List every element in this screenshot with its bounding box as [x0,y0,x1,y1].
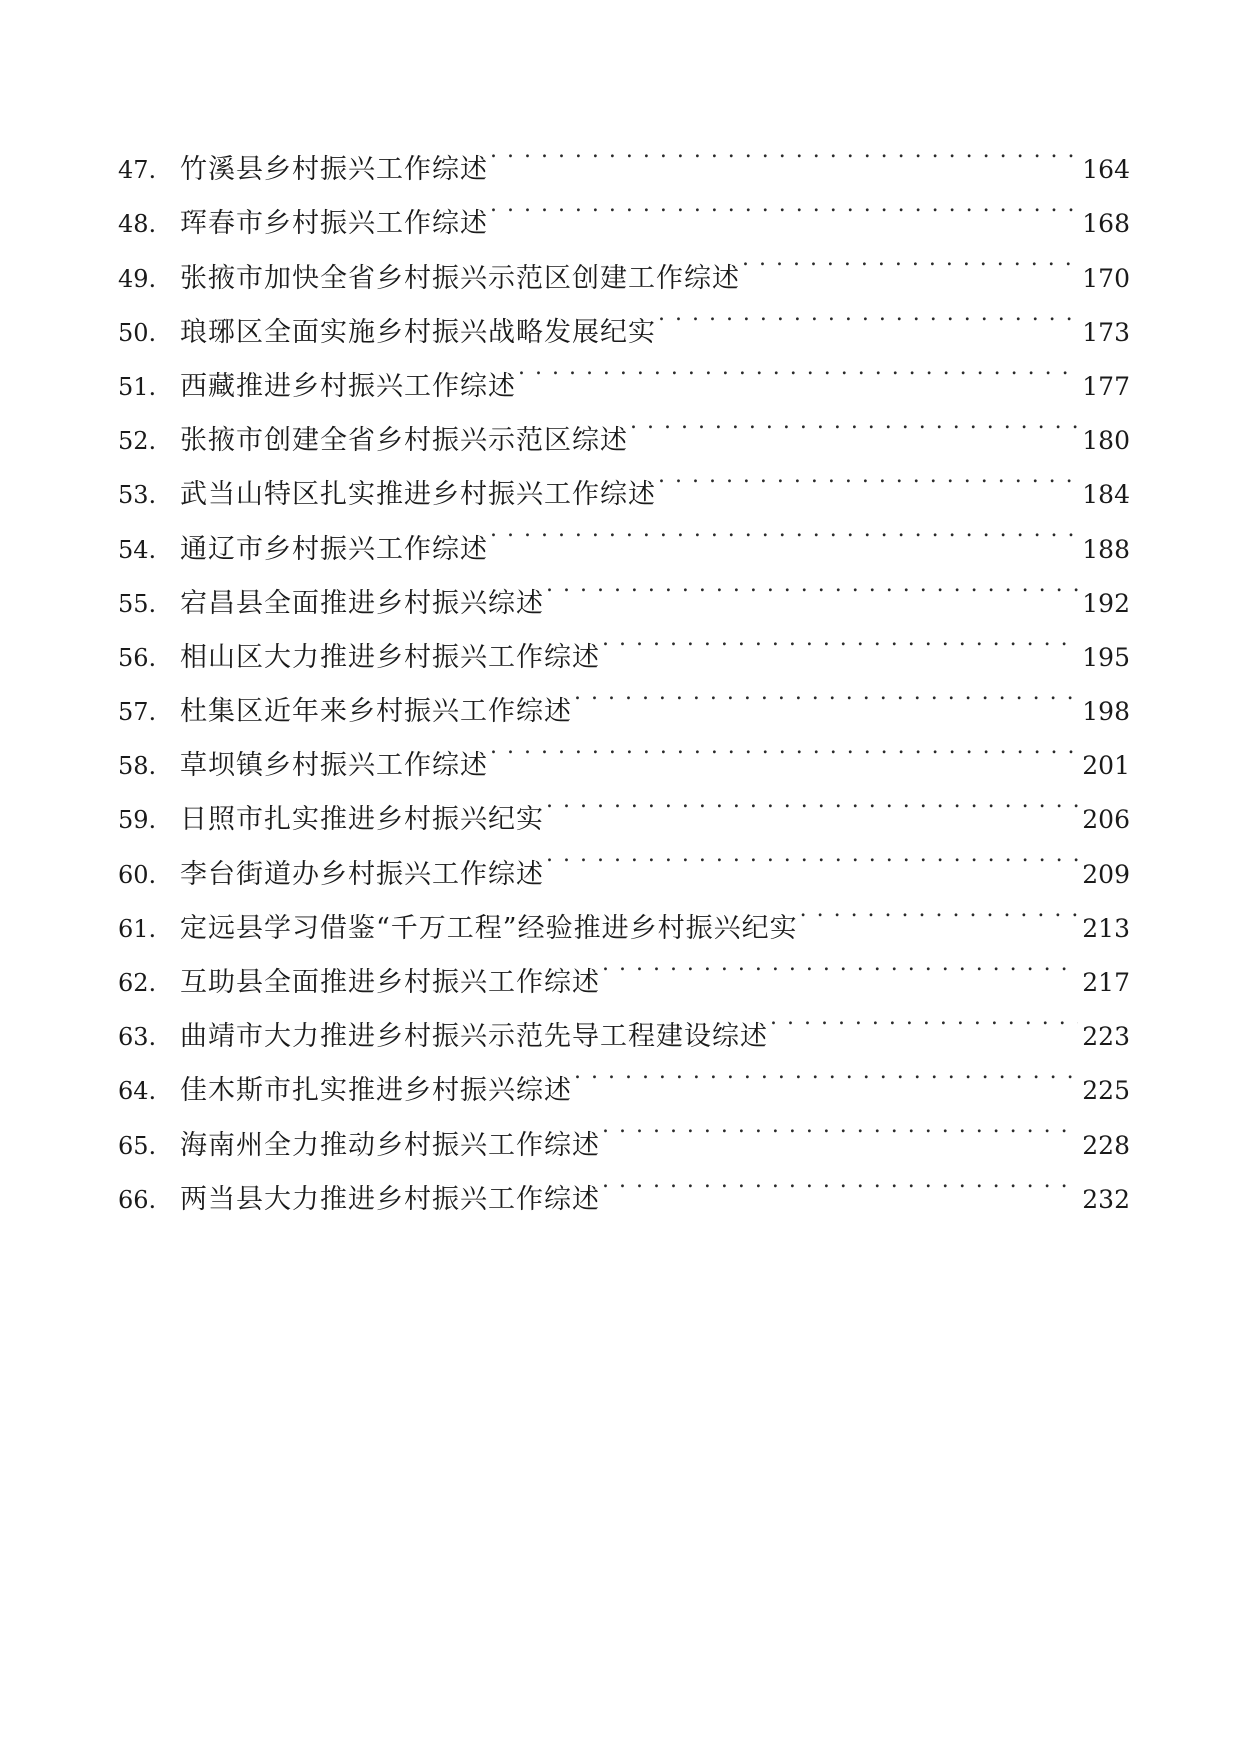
entry-title[interactable]: 曲靖市大力推进乡村振兴示范先导工程建设综述 [180,1021,768,1053]
entry-page-number: 177 [1082,371,1130,401]
entry-number: 50. [118,318,157,347]
entry-page-number: 223 [1082,1022,1130,1052]
dot-leader [544,558,1078,612]
entry-title[interactable]: 两当县大力推进乡村振兴工作综述 [180,1183,600,1215]
dot-leader [488,503,1078,557]
entry-number: 58. [118,752,157,781]
entry-page-number: 198 [1082,697,1130,727]
entry-title[interactable]: 通辽市乡村振兴工作综述 [180,533,488,565]
entry-title[interactable]: 琅琊区全面实施乡村振兴战略发展纪实 [180,316,656,348]
entry-number: 57. [118,698,157,727]
entry-title[interactable]: 海南州全力推动乡村振兴工作综述 [180,1129,600,1161]
dot-leader [488,124,1078,178]
entry-page-number: 213 [1082,913,1130,943]
entry-number: 63. [118,1023,157,1052]
entry-title[interactable]: 佳木斯市扎实推进乡村振兴综述 [180,1075,572,1107]
entry-number: 60. [118,860,157,889]
entry-number: 48. [118,210,157,239]
entry-page-number: 225 [1082,1076,1130,1106]
entry-title[interactable]: 互助县全面推进乡村振兴工作综述 [180,967,600,998]
entry-title[interactable]: 草坝镇乡村振兴工作综述 [180,750,488,782]
table-of-contents [118,124,1130,1215]
entry-page-number: 188 [1082,534,1130,564]
entry-number: 54. [118,535,157,564]
entry-number: 52. [118,427,157,456]
entry-page-number: 192 [1082,588,1130,618]
entry-number: 49. [118,264,157,293]
dot-leader [572,1045,1078,1099]
dot-leader [600,1154,1078,1208]
entry-number: 64. [118,1077,157,1106]
entry-page-number: 195 [1082,642,1130,672]
entry-number: 53. [118,481,157,510]
entry-page-number: 164 [1082,155,1130,185]
entry-number: 59. [118,806,157,835]
entry-page-number: 173 [1082,317,1130,347]
entry-page-number: 170 [1082,263,1130,293]
dot-leader [656,287,1078,341]
entry-page-number: 228 [1082,1130,1130,1160]
entry-title[interactable]: 西藏推进乡村振兴工作综述 [180,370,516,402]
dot-leader [628,395,1078,449]
entry-page-number: 168 [1082,209,1130,239]
dot-leader [488,720,1078,774]
entry-title[interactable]: 张掖市加快全省乡村振兴示范区创建工作综述 [180,262,740,294]
entry-page-number: 180 [1082,426,1130,456]
entry-title[interactable]: 杜集区近年来乡村振兴工作综述 [180,696,572,728]
dot-leader [600,612,1078,666]
entry-number: 66. [118,1185,157,1214]
entry-number: 51. [118,372,157,401]
entry-page-number: 201 [1082,751,1130,781]
entry-page-number: 206 [1082,805,1130,835]
entry-number: 61. [118,914,157,943]
dot-leader [488,178,1078,232]
entry-title[interactable]: 武当山特区扎实推进乡村振兴工作综述 [180,479,656,511]
entry-page-number: 232 [1082,1184,1130,1214]
dot-leader [798,883,1079,937]
dot-leader [516,341,1078,395]
entry-number: 55. [118,589,157,618]
entry-title[interactable]: 宕昌县全面推进乡村振兴综述 [180,587,544,619]
entry-number: 47. [118,156,157,185]
dot-leader [600,937,1078,991]
entry-number: 65. [118,1131,157,1160]
entry-title[interactable]: 珲春市乡村振兴工作综述 [180,208,488,240]
dot-leader [544,828,1078,882]
toc-entry[interactable] [118,124,1130,186]
entry-title[interactable]: 竹溪县乡村振兴工作综述 [180,154,488,186]
dot-leader [768,991,1078,1045]
entry-number: 56. [118,643,157,672]
entry-page-number: 184 [1082,480,1130,510]
dot-leader [656,449,1078,503]
entry-title[interactable]: 李台街道办乡村振兴工作综述 [180,858,544,890]
entry-title[interactable]: 定远县学习借鉴“千万工程”经验推进乡村振兴纪实 [180,912,798,944]
entry-title[interactable]: 张掖市创建全省乡村振兴示范区综述 [180,425,628,457]
entry-number: 62. [118,969,157,997]
dot-leader [600,1099,1078,1153]
entry-title[interactable]: 相山区大力推进乡村振兴工作综述 [180,641,600,673]
dot-leader [544,774,1078,828]
entry-page-number: 209 [1082,859,1130,889]
entry-page-number: 217 [1082,968,1130,997]
entry-title[interactable]: 日照市扎实推进乡村振兴纪实 [180,804,544,836]
dot-leader [572,666,1078,720]
dot-leader [740,232,1078,286]
